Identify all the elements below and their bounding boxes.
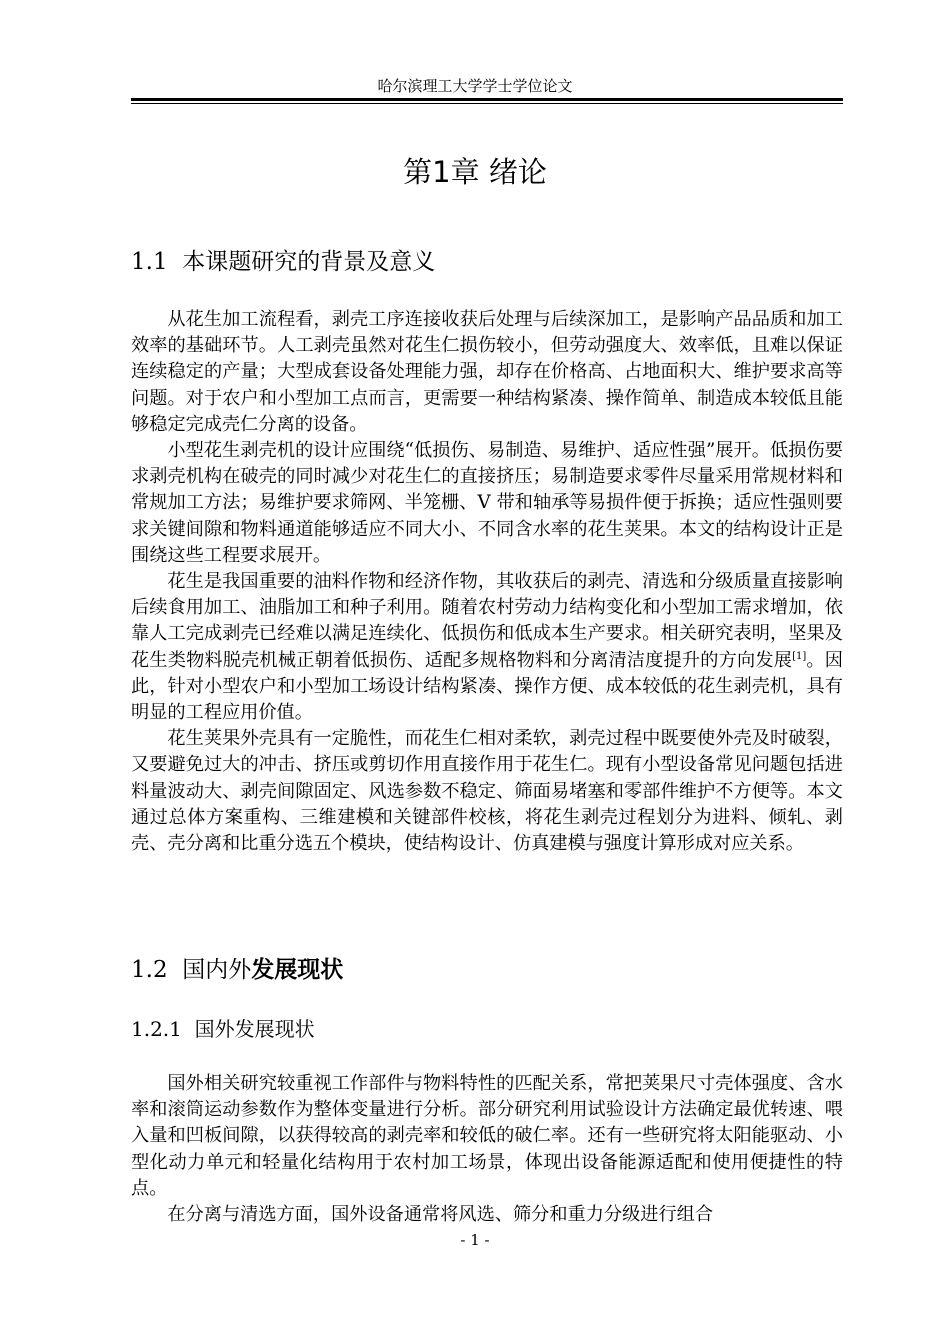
running-header: 哈尔滨理工大学学士学位论文 [377,77,573,95]
section-title-bold: 发展现状 [251,957,344,983]
section-number: 1.2 [131,957,168,983]
paragraph-text-after-citation: 。因此，针对小型农户和小型加工场设计结构紧凑、操作方便、成本较低的花生剥壳机，具有明显的工程应用价值。 [131,649,843,724]
section-heading-1-2 [131,954,343,986]
section-heading-1-2-1 [131,1014,315,1044]
section-1-2-1-body [131,1071,843,1228]
paragraph: 从花生加工流程看，剥壳工序连接收获后处理与后续深加工，是影响产品品质和加工效率的基础环节。人工剥壳虽然对花生仁损伤较小，但劳动强度大、效率低，且难以保证连续稳定的产量；大型成套设备处理能力强，却存在价格高、占地面积大、维护要求高等问题。对于农户和小型加工点而言，更需要一种结构紧凑、操作简单、制造成本较低且能够稳定完成壳仁分离的设备。 [131,309,843,435]
section-1-1-body [131,307,843,857]
page-number: - 1 - [460,1231,490,1249]
paragraph: 国外相关研究较重视工作部件与物料特性的匹配关系，常把荚果尺寸壳体强度、含水率和滚筒运动参数作为整体变量进行分析。部分研究利用试验设计方法确定最优转速、喂入量和凹板间隙，以获得较高的剥壳率和较低的破仁率。还有一些研究将太阳能驱动、小型化动力单元和轻量化结构用于农村加工场景，体现出设备能源适配和使用便捷性的特点。 [131,1073,843,1199]
section-title-plain: 国内外 [182,957,252,983]
header-rule-thick [131,98,843,101]
section-number: 1.1 [131,249,168,275]
section-title: 本课题研究的背景及意义 [182,249,436,275]
header-rule-thin [131,103,843,104]
paragraph-with-citation [131,569,843,726]
paragraph: 小型花生剥壳机的设计应围绕“低损伤、易制造、易维护、适应性强”展开。低损伤要求剥壳机构在破壳的同时减少对花生仁的直接挤压；易制造要求零件尽量采用常规材料和常规加工方法；易维护要求筛网、半笼栅、V 带和轴承等易损件便于拆换；适应性强则要求关键间隙和物料通道能够适应不同大小、不同含水率的花生荚果。本文的结构设计正是围绕这些工程要求展开。 [131,440,843,566]
citation-ref: [1] [792,650,807,662]
section-heading-1-1 [131,246,435,278]
subsection-title: 国外发展现状 [194,1017,315,1041]
chapter-title: 第1章 绪论 [403,155,547,189]
paragraph: 花生荚果外壳具有一定脆性，而花生仁相对柔软，剥壳过程中既要使外壳及时破裂，又要避免过大的冲击、挤压或剪切作用直接作用于花生仁。现有小型设备常见问题包括进料量波动大、剥壳间隙固定、风选参数不稳定、筛面易堵塞和零部件维护不方便等。本文通过总体方案重构、三维建模和关键部件校核，将花生剥壳过程划分为进料、倾轧、剥壳、壳分离和比重分选五个模块，使结构设计、仿真建模与强度计算形成对应关系。 [131,728,843,855]
paragraph-text: 花生是我国重要的油料作物和经济作物，其收获后的剥壳、清选和分级质量直接影响后续食用加工、油脂加工和种子利用。随着农村劳动力结构变化和小型加工需求增加，依靠人工完成剥壳已经难以满足连续化、低损伤和低成本生产要求。相关研究表明，坚果及花生类物料脱壳机械正朝着低损伤、适配多规格物料和分离清洁度提升的方向发展 [131,571,843,671]
subsection-number: 1.2.1 [131,1017,182,1041]
paragraph: 在分离与清选方面，国外设备通常将风选、筛分和重力分级进行组合 [167,1204,714,1226]
